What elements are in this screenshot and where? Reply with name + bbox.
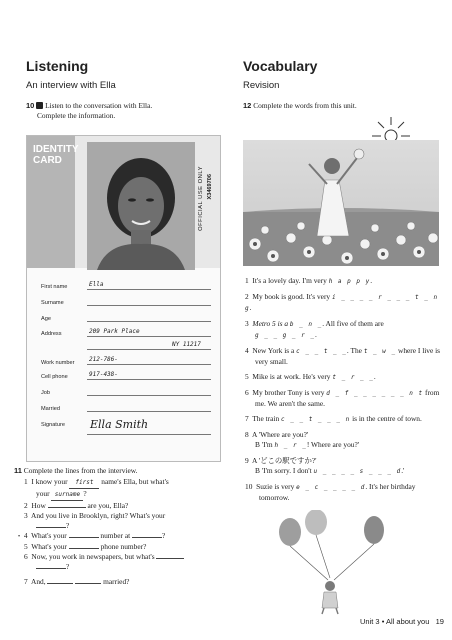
vocab-item-10b: tomorrow.: [259, 493, 290, 502]
field-label-cell-phone: Cell phone: [41, 374, 68, 380]
field-label-signature: Signature: [41, 422, 65, 428]
field-line-age[interactable]: [87, 321, 211, 322]
flower-field-illustration: [243, 140, 439, 266]
answer-blank[interactable]: [132, 537, 162, 538]
balloons-illustration: [272, 510, 392, 615]
card-title: IDENTITY CARD: [33, 144, 79, 166]
vocab-item-4b: very small.: [255, 357, 288, 366]
field-label-surname: Surname: [41, 300, 64, 306]
portrait-image: [87, 142, 195, 270]
vocab-item-9: 9 A 'どこの駅ですか?': [245, 456, 317, 465]
ex11-line-4: • 4 What's your number at ?: [18, 531, 166, 540]
footer-unit: Unit 3: [360, 617, 380, 626]
answer-blank[interactable]: [75, 583, 101, 584]
field-label-married: Married: [41, 406, 60, 412]
ex11-line-7: 7 And, married?: [24, 577, 130, 586]
field-line-married[interactable]: [87, 411, 211, 412]
field-value-zip: NY 11217: [172, 341, 201, 348]
vocab-item-5: 5 Mike is at work. He's very t _ r _ _.: [245, 372, 376, 381]
vocab-item-6: 6 My brother Tony is very d _ f _ _ _ _ _ _ n t from: [245, 388, 440, 397]
exercise-12-instruction: Complete the words from this unit.: [253, 101, 357, 110]
answer-blank[interactable]: [47, 583, 73, 584]
listening-title: Listening: [26, 58, 89, 74]
field-label-job: Job: [41, 390, 51, 396]
field-line-job[interactable]: [87, 395, 211, 396]
ex11-line-2: 2 How are you, Ella?: [24, 501, 129, 510]
field-label-address: Address: [41, 331, 62, 337]
answer-blank[interactable]: [69, 537, 99, 538]
ex11-line-6: 6 Now, you work in newspapers, but what's: [14, 552, 224, 562]
vocab-item-6b: me. We aren't the same.: [255, 399, 325, 408]
vocab-item-2: 2 My book is good. It's very i _ _ _ _ r _ _ _ t _ n g.: [245, 292, 439, 312]
field-label-first-name: First name: [41, 284, 68, 290]
card-serial: X3469706: [207, 174, 213, 200]
audio-icon[interactable]: [36, 102, 43, 109]
identity-card: [26, 135, 221, 462]
exercise-11: 11 Complete the lines from the interview. 1 I know your first name's Ella, but what's your surname ? 2 How are you, Ella? 3 And you live in Brooklyn, right? What's your ? • 4 What's your number at ? 5 What's your phone number? 6 Now, you work in newspapers, but what's ? 7 And, married?: [14, 466, 224, 587]
official-use-label: OFFICIAL USE ONLY: [198, 166, 204, 231]
field-value-address: 209 Park Place: [89, 328, 140, 335]
ex11-line-1: 1 I know your first name's Ella, but what's: [14, 477, 224, 489]
vocabulary-title: Vocabulary: [243, 58, 318, 74]
vocab-item-3b: g _ _ g _ r _.: [255, 330, 317, 339]
field-value-work-number: 212-786-: [89, 356, 118, 363]
footer-section: All about you: [386, 617, 430, 626]
exercise-number: 10: [26, 101, 35, 110]
answer-blank[interactable]: [48, 507, 86, 508]
vocab-item-1: 1 It's a lovely day. I'm very h a p p y.: [245, 276, 373, 285]
exercise-instruction-2: Complete the information.: [37, 111, 116, 120]
vocab-item-3: 3 Metro 5 is a b _ n _. All five of them are: [245, 319, 384, 328]
ex11-line-5: 5 What's your phone number?: [24, 542, 147, 551]
vocabulary-subtitle: Revision: [243, 80, 280, 91]
field-label-age: Age: [41, 316, 51, 322]
answer-blank[interactable]: [36, 527, 66, 528]
vocab-item-10: 10 Suzie is very e _ c _ _ _ _ d. It's her birthday: [245, 482, 416, 491]
ex11-line-6b: ?: [14, 562, 224, 572]
vocab-item-4: 4 New York is a c _ _ t _ _. The t _ w _ where I live is: [245, 346, 441, 355]
exercise-10: [26, 101, 226, 121]
signature: Ella Smith: [90, 418, 149, 431]
listening-subtitle: An interview with Ella: [26, 80, 116, 91]
footer-bullet: •: [381, 617, 385, 626]
field-value-cell-phone: 917-438-: [89, 371, 118, 378]
vocab-item-9b: B 'I'm sorry. I don't u _ _ _ _ s _ _ _ d.': [255, 466, 405, 475]
vocab-item-8: 8 A 'Where are you?': [245, 430, 309, 439]
ex11-line-3b: ?: [14, 521, 224, 531]
exercise-instruction: Listen to the conversation with Ella.: [45, 101, 153, 110]
answer-blank[interactable]: [69, 548, 99, 549]
vocabulary-list: [245, 276, 445, 503]
exercise-11-instruction: Complete the lines from the interview.: [23, 466, 138, 475]
field-value-first-name: Ella: [89, 281, 104, 288]
portrait-photo: [87, 142, 195, 270]
answer-blank[interactable]: [156, 558, 184, 559]
vocab-item-7: 7 The train c _ _ t _ _ _ n is in the centre of town.: [245, 414, 422, 423]
page-footer: [360, 617, 444, 626]
vocab-item-8b: B 'I'm h _ r _! Where are you?': [255, 440, 360, 449]
answer-blank[interactable]: [36, 568, 66, 569]
page-number: 19: [435, 617, 444, 626]
field-line-surname[interactable]: [87, 305, 211, 306]
ex11-line-1b: your surname ?: [14, 489, 224, 501]
ex11-line-3: 3 And you live in Brooklyn, right? What's your: [24, 511, 166, 520]
field-label-work-number: Work number: [41, 360, 75, 366]
exercise-12: 12 Complete the words from this unit.: [243, 101, 357, 110]
